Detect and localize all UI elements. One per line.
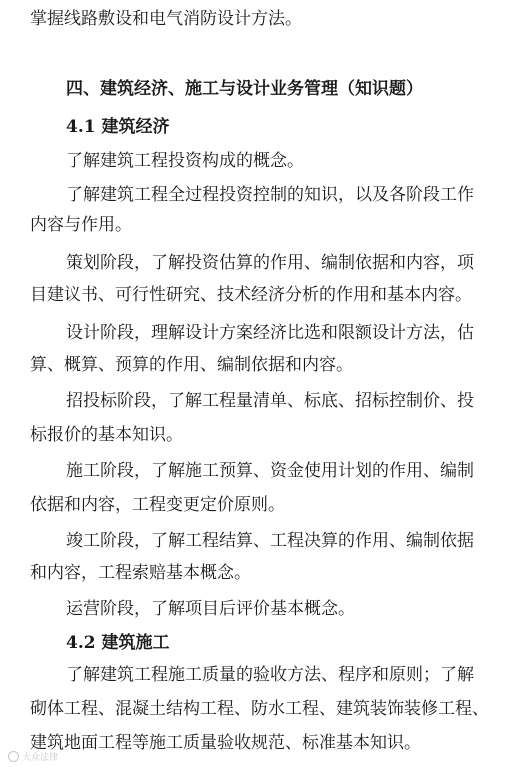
paragraph-line: 依据和内容，工程变更定价原则。 — [30, 495, 285, 515]
paragraph-line: 了解建筑工程施工质量的验收方法、程序和原则；了解 — [66, 665, 474, 685]
paragraph-line: 内容与作用。 — [30, 215, 132, 235]
text-line-continuation: 掌握线路敷设和电气消防设计方法。 — [30, 9, 302, 29]
paragraph-line: 算、概算、预算的作用、编制依据和内容。 — [30, 355, 353, 375]
paragraph-line: 招投标阶段，了解工程量清单、标底、招标控制价、投 — [66, 391, 474, 411]
paragraph-line: 了解建筑工程全过程投资控制的知识，以及各阶段工作 — [66, 185, 474, 205]
paragraph-line: 建筑地面工程等施工质量验收规范、标准基本知识。 — [30, 733, 421, 753]
paragraph-line: 砌体工程、混凝土结构工程、防水工程、建筑装饰装修工程、 — [30, 699, 489, 719]
subsection-heading-4-1: 4.1 建筑经济 — [66, 117, 170, 137]
watermark — [8, 750, 58, 763]
paragraph-line: 了解建筑工程投资构成的概念。 — [66, 151, 304, 171]
section-heading: 四、建筑经济、施工与设计业务管理（知识题） — [66, 79, 423, 99]
paragraph-line: 施工阶段，了解施工预算、资金使用计划的作用、编制 — [66, 461, 474, 481]
paragraph-line: 标报价的基本知识。 — [30, 425, 183, 445]
watermark-logo-icon — [8, 751, 19, 762]
paragraph-line: 策划阶段，了解投资估算的作用、编制依据和内容，项 — [66, 253, 474, 273]
paragraph-line: 和内容，工程索赔基本概念。 — [30, 563, 251, 583]
paragraph-line: 运营阶段，了解项目后评价基本概念。 — [66, 599, 355, 619]
watermark-text: 大众法律 — [22, 753, 59, 763]
paragraph-line: 设计阶段，理解设计方案经济比选和限额设计方法，估 — [66, 323, 474, 343]
paragraph-line: 竣工阶段，了解工程结算、工程决算的作用、编制依据 — [66, 531, 474, 551]
paragraph-line: 目建议书、可行性研究、技术经济分析的作用和基本内容。 — [30, 285, 472, 305]
subsection-heading-4-2: 4.2 建筑施工 — [66, 633, 170, 653]
